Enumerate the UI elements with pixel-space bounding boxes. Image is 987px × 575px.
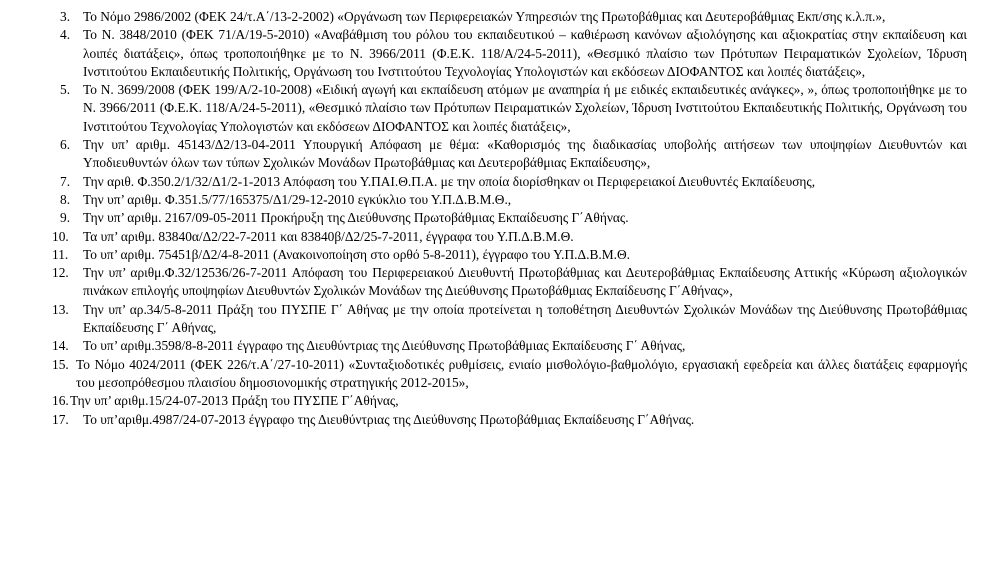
- item-text: Την υπ’ αριθμ. Φ.351.5/77/165375/Δ1/29-12-2010 εγκύκλιο του Υ.Π.Δ.Β.Μ.Θ.,: [83, 191, 512, 207]
- item-text: Το υπ’ αριθμ.3598/8-8-2011 έγγραφο της Διευθύντριας της Διεύθυνσης Πρωτοβάθμιας Εκπαίδευσης Γ΄ Αθήνας,: [83, 338, 686, 354]
- list-item-3: [0, 8, 987, 26]
- item-number: 17.: [52, 411, 69, 427]
- item-number: 7.: [60, 173, 71, 189]
- item-text: Την αριθ. Φ.350.2/1/32/Δ1/2-1-2013 Απόφαση του Υ.ΠΑΙ.Θ.Π.Α. με την οποία διορίσθηκαν οι Περιφερειακοί Διευθυντές Εκπαίδευσης,: [83, 173, 816, 189]
- item-number: 12.: [52, 265, 69, 281]
- item-number: 6.: [60, 137, 71, 153]
- list-item-16: [0, 392, 987, 410]
- item-number: 15.: [52, 356, 69, 372]
- item-text: Το Νόμο 2986/2002 (ΦΕΚ 24/τ.Α΄/13-2-2002) «Οργάνωση των Περιφερειακών Υπηρεσιών της Πρωτοβάθμιας και Δευτεροβάθμιας Εκπ/σης κ.λ.π.»,: [83, 9, 886, 24]
- item-number: 8.: [60, 191, 71, 207]
- list-item-17: [0, 411, 987, 429]
- list-item-4: [0, 26, 987, 81]
- item-number: 10.: [52, 228, 69, 244]
- list-item-13: [0, 301, 987, 338]
- item-text: Το υπ’ αριθμ. 75451β/Δ2/4-8-2011 (Ανακοινοποίηση στο ορθό 5-8-2011), έγγραφο του Υ.Π.Δ.Β.Μ.Θ.: [83, 246, 630, 262]
- item-number: 5.: [60, 82, 71, 98]
- list-item-10: [0, 228, 987, 246]
- item-text: Την υπ’ αριθμ. 45143/Δ2/13-04-2011 Υπουργική Απόφαση με θέμα: «Καθορισμός της διαδικασίας υποβολής αιτήσεων των υποψηφίων Διευθυντών και Υποδιευθυντών όλων των τύπων Σχολικών Μονάδων Πρωτοβάθμιας και Δευτεροβάθμιας Εκπαίδευσης»,: [83, 137, 967, 171]
- list-item-11: [0, 246, 987, 264]
- item-text: Το Ν. 3848/2010 (ΦΕΚ 71/Α/19-5-2010) «Αναβάθμιση του ρόλου του εκπαιδευτικού – καθιέρωση κανόνων αξιολόγησης και αξιοκρατίας στην εκπαίδευση και λοιπές διατάξεις», όπως τροποποιήθηκε με το Ν. 3966/2011 (Φ.Ε.Κ. 118/Α/24-5-2011), «Θεσμικό πλαίσιο των Πρότυπων Πειραματικών Σχολείων, Ίδρυση Ινστιτούτου Εκπαιδευτικής Πολιτικής, Οργάνωση του Ινστιτούτου Τεχνολογίας Υπολογιστών και εκδόσεων ΔΙΟΦΑΝΤΟΣ και λοιπές διατάξεις»,: [83, 27, 967, 79]
- item-text: Την υπ’ αριθμ.Φ.32/12536/26-7-2011 Απόφαση του Περιφερειακού Διευθυντή Πρωτοβάθμιας και Δευτεροβάθμιας Εκπαίδευσης Αττικής «Κύρωση αξιολογικών πινάκων επιλογής υποψηφίων Διευθυντών Σχολικών Μονάδων της Διεύθυνσης Πρωτοβάθμιας Εκπαίδευσης Γ΄Αθήνας»,: [83, 265, 967, 299]
- item-number: 11.: [52, 246, 69, 262]
- item-text: Την υπ’ αριθμ. 2167/09-05-2011 Προκήρυξη της Διεύθυνσης Πρωτοβάθμιας Εκπαίδευσης Γ΄Αθήνας.: [83, 210, 629, 226]
- item-text: Το Νόμο 4024/2011 (ΦΕΚ 226/τ.Α΄/27-10-2011) «Συνταξιοδοτικές ρυθμίσεις, ενιαίο μισθολόγιο-βαθμολόγιο, εργασιακή εφεδρεία και άλλες διατάξεις εφαρμογής του μεσοπρόθεσμου πλαισίου δημοσιονομικής στρατηγικής 2012-2015»,: [76, 356, 967, 390]
- list-item-6: [0, 136, 987, 173]
- list-item-12: [0, 264, 987, 301]
- list-item-5: [0, 81, 987, 136]
- list-item-15: [0, 356, 987, 393]
- list-item-8: [0, 191, 987, 209]
- item-number: 14.: [52, 338, 69, 354]
- list-item-14: [0, 337, 987, 355]
- list-item-7: [0, 173, 987, 191]
- item-text: Το Ν. 3699/2008 (ΦΕΚ 199/Α/2-10-2008) «Ειδική αγωγή και εκπαίδευση ατόμων με αναπηρία ή με ειδικές εκπαιδευτικές ανάγκες», », όπως τροποποιήθηκε με το Ν. 3966/2011 (Φ.Ε.Κ. 118/Α/24-5-2011), «Θεσμικό πλαίσιο των Πρότυπων Πειραματικών Σχολείων, Ίδρυση Ινστιτούτου Εκπαιδευτικής Πολιτικής, Οργάνωση του Ινστιτούτου Τεχνολογίας Υπολογιστών και εκδόσεων ΔΙΟΦΑΝΤΟΣ και λοιπές διατάξεις»,: [83, 82, 967, 134]
- item-number: 16.: [52, 393, 69, 409]
- item-text: Τα υπ’ αριθμ. 83840α/Δ2/22-7-2011 και 83840β/Δ2/25-7-2011, έγγραφα του Υ.Π.Δ.Β.Μ.Θ.: [83, 228, 574, 244]
- item-number: 13.: [52, 301, 69, 317]
- item-text: Το υπ’αριθμ.4987/24-07-2013 έγγραφο της Διευθύντριας της Διεύθυνσης Πρωτοβάθμιας Εκπαίδευσης Γ΄Αθήνας.: [83, 411, 695, 427]
- item-number: 4.: [60, 27, 71, 43]
- item-text: Την υπ’ αρ.34/5-8-2011 Πράξη του ΠΥΣΠΕ Γ΄ Αθήνας με την οποία προτείνεται η τοποθέτηση Διευθυντών Σχολικών Μονάδων της Διεύθυνσης Πρωτοβάθμιας Εκπαίδευσης Γ΄ Αθήνας,: [83, 301, 967, 336]
- item-number: 3.: [60, 9, 71, 24]
- document-body: [0, 8, 987, 429]
- item-text: Την υπ’ αριθμ.15/24-07-2013 Πράξη του ΠΥΣΠΕ Γ΄Αθήνας,: [70, 393, 399, 409]
- item-number: 9.: [60, 210, 71, 226]
- list-item-9: [0, 209, 987, 227]
